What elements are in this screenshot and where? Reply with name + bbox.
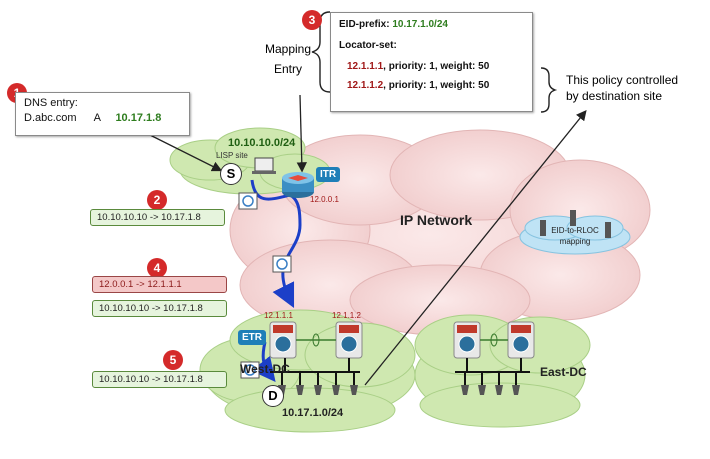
source-prefix: 10.10.10.0/24 <box>228 137 296 149</box>
dns-address: 10.17.1.8 <box>115 112 162 124</box>
packet-icon-4 <box>273 256 291 272</box>
locator-1 <box>339 61 524 72</box>
packet-5-label: 10.10.10.10 -> 10.17.1.8 <box>92 371 227 388</box>
policy-line1: This policy controlled <box>566 73 679 87</box>
packet-4-outer-header: 12.0.0.1 -> 12.1.1.1 <box>92 276 227 293</box>
packet-icon-2 <box>239 193 257 209</box>
mapping-right-brace <box>541 68 555 112</box>
east-xtr-1-icon <box>454 322 480 358</box>
west-xtr-2-icon <box>336 322 362 358</box>
packet-4-inner-header: 10.10.10.10 -> 10.17.1.8 <box>92 300 227 317</box>
mapping-label-line1: Mapping <box>264 42 312 56</box>
laptop-icon <box>252 158 276 174</box>
dest-host-d: D <box>262 385 284 407</box>
locator-2 <box>339 80 524 91</box>
mapping-label-line2: Entry <box>273 62 302 76</box>
mapping-db-label: EID-to-RLOC mapping <box>551 226 599 246</box>
east-xtr-2-icon <box>508 322 534 358</box>
west-dc-label: West-DC <box>240 362 290 376</box>
itr-rloc: 12.0.0.1 <box>310 195 339 204</box>
east-dc-label: East-DC <box>540 365 587 379</box>
callout-2-badge: 2 <box>147 190 167 210</box>
dns-record <box>24 112 181 124</box>
callout-5-badge: 5 <box>163 350 183 370</box>
dns-entry-title: DNS entry: <box>24 97 78 109</box>
itr-tag: ITR <box>316 167 340 182</box>
locator-1-address: 12.1.1.1 <box>347 61 384 72</box>
callout-3-badge: 3 <box>302 10 322 30</box>
source-host-s: S <box>220 163 242 185</box>
west-rloc-2: 12.1.1.2 <box>332 311 361 320</box>
dns-entry-box <box>15 92 190 136</box>
policy-line2: by destination site <box>566 89 663 103</box>
mapping-entry-label <box>258 42 318 76</box>
west-dc-prefix: 10.17.1.0/24 <box>282 407 344 419</box>
locator-2-address: 12.1.1.2 <box>347 80 384 91</box>
west-rloc-1: 12.1.1.1 <box>264 311 293 320</box>
locator-set-label: Locator-set: <box>339 40 397 51</box>
locator-1-params: , priority: 1, weight: 50 <box>383 61 490 72</box>
source-site-label: LISP site <box>216 151 248 160</box>
west-xtr-1-icon <box>270 322 296 358</box>
eid-prefix-value: 10.17.1.0/24 <box>392 19 448 30</box>
dns-type: A <box>93 112 101 124</box>
eid-prefix-label: EID-prefix: <box>339 19 390 30</box>
locator-2-params: , priority: 1, weight: 50 <box>383 80 490 91</box>
policy-note <box>566 72 678 104</box>
dns-name: D.abc.com <box>24 112 77 124</box>
mapping-entry-box <box>330 12 533 112</box>
callout-4-badge: 4 <box>147 258 167 278</box>
packet-2-label: 10.10.10.10 -> 10.17.1.8 <box>90 209 225 226</box>
etr-tag: ETR <box>238 330 266 345</box>
ip-network-label: IP Network <box>400 212 473 228</box>
